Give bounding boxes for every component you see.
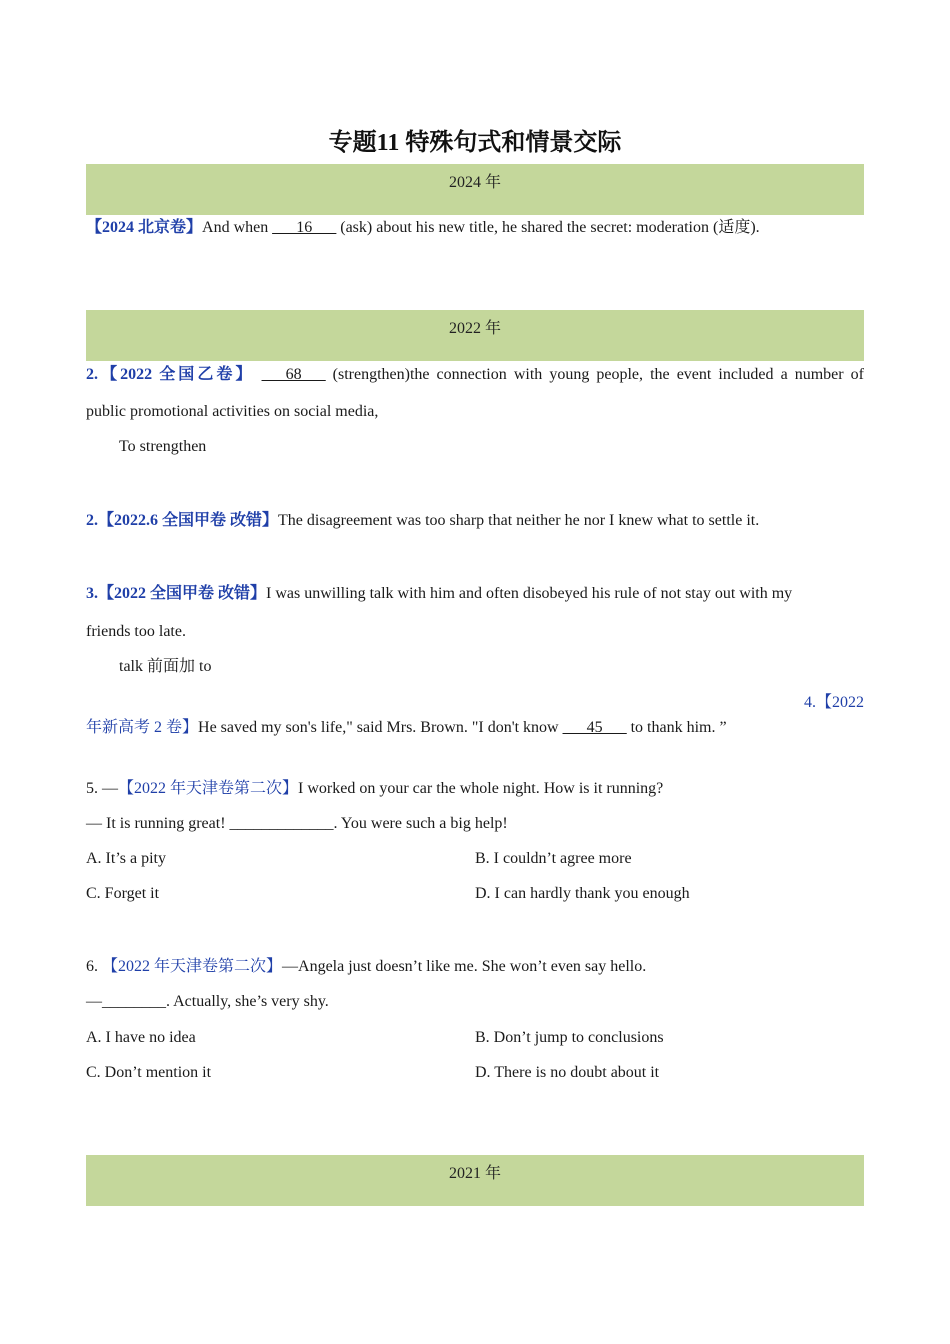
question-4-line1 [86,692,864,714]
question-2a-line1 [86,364,864,386]
option-b: B. I couldn’t agree more [475,850,632,867]
page-title: 专题11 特殊句式和情景交际 [328,130,622,156]
option-a: A. It’s a pity [86,850,166,867]
question-number: 6. [86,958,102,975]
option-a: A. I have no idea [86,1029,196,1046]
question-text: I worked on your car the whole night. How is it running? [298,780,664,797]
question-4-line2 [86,717,864,739]
option-c: C. Don’t mention it [86,1064,212,1081]
option-b: B. Don’t jump to conclusions [475,1029,664,1046]
question-text: (strengthen)the connection with young people, the event included a number of [325,366,864,383]
answer-note: To strengthen [119,438,207,455]
question-source: 【2022 年天津卷第二次】 [102,958,283,975]
question-source: 【2024 北京卷】 [86,219,203,236]
question-2b [86,510,864,532]
question-6-line1 [86,956,864,978]
question-text: And when [202,219,273,236]
question-source: 【2022.6 全国甲卷 改错】 [98,512,279,529]
question-text: I was unwilling talk with him and often disobeyed his rule of not stay out with my [266,585,793,602]
option-d: D. I can hardly thank you enough [475,885,690,902]
question-text: The disagreement was too sharp that neither he nor I knew what to settle it. [278,512,760,529]
question-6-line2: —________. Actually, she’s very shy. [86,993,329,1010]
question-number: 3. [86,585,98,602]
year-band-label: 2022 年 [448,320,501,337]
question-source: 4.【2022 [803,694,864,711]
question-text: (ask) about his new title, he shared the secret: moderation (适度). [336,219,760,236]
answer-note: talk 前面加 to [119,658,212,675]
question-2a-line2: public promotional activities on social media, [86,403,379,420]
question-3-line1 [86,583,864,605]
question-source: 【2022 全国甲卷 改错】 [98,585,267,602]
question-number: 2. [86,512,98,529]
question-2024 [86,217,864,239]
question-number: 2. [86,366,98,383]
question-5-line2: — It is running great! _____________. You were such a big help! [86,815,508,832]
option-c: C. Forget it [86,885,160,902]
question-text: to thank him. ” [626,719,727,736]
answer-blank: ___45___ [562,719,627,736]
question-source: 【2022 全国乙卷】 [98,366,255,383]
year-band-label: 2024 年 [448,174,501,191]
question-text: He saved my son's life," said Mrs. Brown. "I don't know [198,719,563,736]
option-d: D. There is no doubt about it [475,1064,660,1081]
question-3-line2: friends too late. [86,623,186,640]
question-text: —Angela just doesn’t like me. She won’t even say hello. [282,958,647,975]
year-band-label: 2021 年 [448,1165,501,1182]
year-band-2024 [86,164,864,215]
question-5-line1 [86,778,864,800]
answer-blank: ___16___ [272,219,337,236]
question-source: 年新高考 2 卷】 [86,719,199,736]
year-band-2022 [86,310,864,361]
year-band-2021 [86,1155,864,1206]
question-number: 5. — [86,780,118,797]
answer-blank: ___68___ [261,366,326,383]
question-source: 【2022 年天津卷第二次】 [118,780,299,797]
